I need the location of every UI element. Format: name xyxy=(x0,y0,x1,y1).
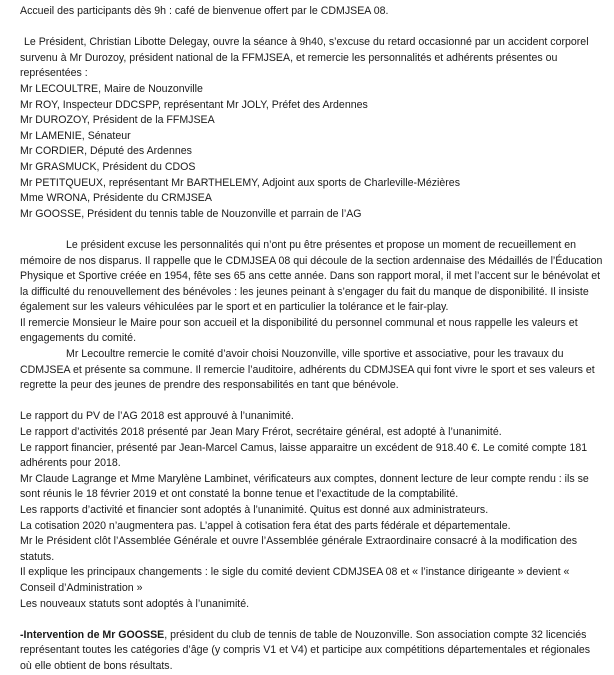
report-line: Le rapport financier, présenté par Jean-Marcel Camus, laisse apparaitre un excédent de 918.40 €. Le comité compte 181 adhérents pour 2018. xyxy=(20,441,591,470)
report-line: Les nouveaux statuts sont adoptés à l’unanimité. xyxy=(20,597,250,610)
goosse-paragraph xyxy=(20,628,604,675)
intro-line: Accueil des participants dès 9h : café de bienvenue offert par le CDMJSEA 08. xyxy=(20,5,389,17)
reports-list xyxy=(20,409,604,612)
attendee-item: Mr ROY, Inspecteur DDCSPP, représentant Mr JOLY, Préfet des Ardennes xyxy=(20,98,368,111)
attendee-list xyxy=(20,82,604,222)
goosse-text: , président du club de tennis de table de Nouzonville. Son association compte 32 licenciés représentant toutes les catégories d’âge (y compris V1 et V4) et participe aux compétitions départementales et régionales où elle obtient de bons résultats. xyxy=(20,628,593,672)
lecoultre-paragraph: Mr Lecoultre remercie le comité d’avoir choisi Nouzonville, ville sportive et associative, pour les travaux du CDMJSEA et présente sa commune. Il remercie l’auditoire, adhérents du CDMJSEA qui font vivre le sport et ses valeurs et regrette la peur des jeunes de prendre des responsabilités en tant que bénévole. xyxy=(20,348,598,392)
report-line: Mr le Président clôt l’Assemblée Générale et ouvre l’Assemblée générale Extraordinaire consacré à la modification des statuts. xyxy=(20,535,580,563)
report-line: Le rapport du PV de l’AG 2018 est approuvé à l’unanimité. xyxy=(20,410,294,423)
report-line: Les rapports d’activité et financier sont adoptés à l’unanimité. Quitus est donné aux administrateurs. xyxy=(20,504,489,516)
report-line: Il explique les principaux changements : le sigle du comité devient CDMJSEA 08 et « l’instance dirigeante » devient « Conseil d’Administration » xyxy=(20,566,573,594)
report-line: Mr Claude Lagrange et Mme Marylène Lambinet, vérificateurs aux comptes, donnent lecture de leur compte rendu : ils se sont réunis le 18 février 2019 et ont constaté la bonne tenue et l’exactitude de la comptabilité. xyxy=(20,472,592,501)
opening-paragraph: Le Président, Christian Libotte Delegay, ouvre la séance à 9h40, s’excuse du retard occasionné par un accident corporel survenu à Mr Durozoy, président national de la FFMJSEA, et remercie les personnalités et adhérents présentes ou représentées : xyxy=(20,36,592,80)
attendee-item: Mr DUROZOY, Président de la FFMJSEA xyxy=(20,114,215,127)
goosse-heading: -Intervention de Mr GOOSSE xyxy=(20,628,165,641)
attendee-item: Mr GOOSSE, Président du tennis table de Nouzonville et parrain de l’AG xyxy=(20,207,362,220)
president-paragraph: Le président excuse les personnalités qui n’ont pu être présentes et propose un moment de recueillement en mémoire de nos disparus. Il rappelle que le CDMJSEA 08 qui découle de la section ardennaise des Médaillés de l’Éducation Physique et Sportive créée en 1954, fête ses 65 ans cette année. Dans son rapport moral, il met l’accent sur le bénévolat et la difficulté du renouvellement des bénévoles : les jeunes peinant à s’engager du fait du manque de disponibilité. Il insiste également sur les valeurs véhiculées par le sport et en particulier la tolérance et le fair-play. xyxy=(20,238,606,314)
report-line: Le rapport d’activités 2018 présenté par Jean Mary Frérot, secrétaire général, est adopté à l’unanimité. xyxy=(20,426,502,439)
attendee-item: Mr LECOULTRE, Maire de Nouzonville xyxy=(20,82,203,95)
attendee-item: Mme WRONA, Présidente du CRMJSEA xyxy=(20,192,212,205)
attendee-item: Mr GRASMUCK, Président du CDOS xyxy=(20,160,196,173)
attendee-item: Mr PETITQUEUX, représentant Mr BARTHELEMY, Adjoint aux sports de Charleville-Mézières xyxy=(20,176,460,189)
attendee-item: Mr CORDIER, Député des Ardennes xyxy=(20,145,192,158)
report-line: La cotisation 2020 n’augmentera pas. L’appel à cotisation fera état des parts fédérale et départementale. xyxy=(20,519,511,532)
mayor-thanks-paragraph: Il remercie Monsieur le Maire pour son accueil et la disponibilité du personnel communal et nous rappelle les valeurs et engagements du comité. xyxy=(20,316,581,345)
attendee-item: Mr LAMENIE, Sénateur xyxy=(20,129,131,142)
